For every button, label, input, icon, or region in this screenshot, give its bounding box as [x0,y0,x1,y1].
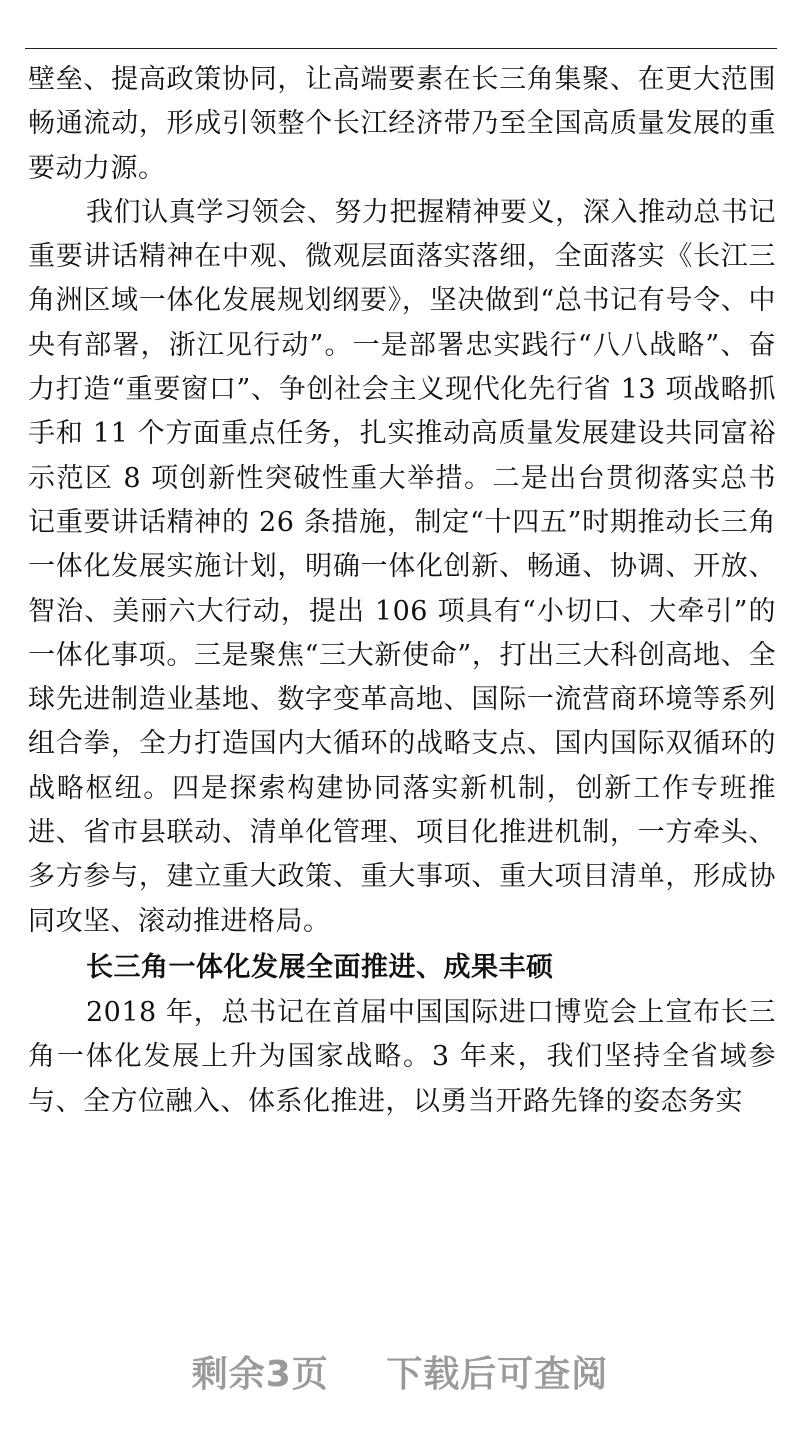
remaining-pages-label: 剩余3页 [191,1354,329,1395]
paragraph-continued: 壁垒、提高政策协同，让高端要素在长三角集聚、在更大范围畅通流动，形成引领整个长江经济带乃至全国高质量发展的重要动力源。 [28,64,776,184]
header-rule [25,48,777,49]
paragraph-main: 我们认真学习领会、努力把握精神要义，深入推动总书记重要讲话精神在中观、微观层面落实落细，全面落实《长江三角洲区域一体化发展规划纲要》，坚决做到“总书记有号令、中央有部署，浙江见行动”。一是部署忠实践行“八八战略”、奋力打造“重要窗口”、争创社会主义现代化先行省 13 项战略抓手和 11 个方面重点任务，扎实推动高质量发展建设共同富裕示范区 8 项创新性突破性重大举措。二是出台贯彻落实总书记重要讲话精神的 26 条措施，制定“十四五”时期推动长三角一体化发展实施计划，明确一体化创新、畅通、协调、开放、智治、美丽六大行动，提出 106 项具有“小切口、大牵引”的一体化事项。三是聚焦“三大新使命”，打出三大科创高地、全球先进制造业基地、数字变革高地、国际一流营商环境等系列组合拳，全力打造国内大循环的战略支点、国内国际双循环的战略枢纽。四是探索构建协同落实新机制，创新工作专班推进、省市县联动、清单化管理、项目化推进机制，一方牵头、多方参与，建立重大政策、重大事项、重大项目清单，形成协同攻坚、滚动推进格局。 [28,196,776,937]
section-heading: 长三角一体化发展全面推进、成果丰硕 [86,951,554,983]
document-body [28,58,776,1124]
download-banner[interactable] [0,1346,800,1397]
paragraph-after-heading: 2018 年，总书记在首届中国国际进口博览会上宣布长三角一体化发展上升为国家战略。3 年来，我们坚持全省域参与、全方位融入、体系化推进，以勇当开路先锋的姿态务实 [28,996,776,1117]
download-prompt-label[interactable]: 下载后可查阅 [386,1354,609,1395]
